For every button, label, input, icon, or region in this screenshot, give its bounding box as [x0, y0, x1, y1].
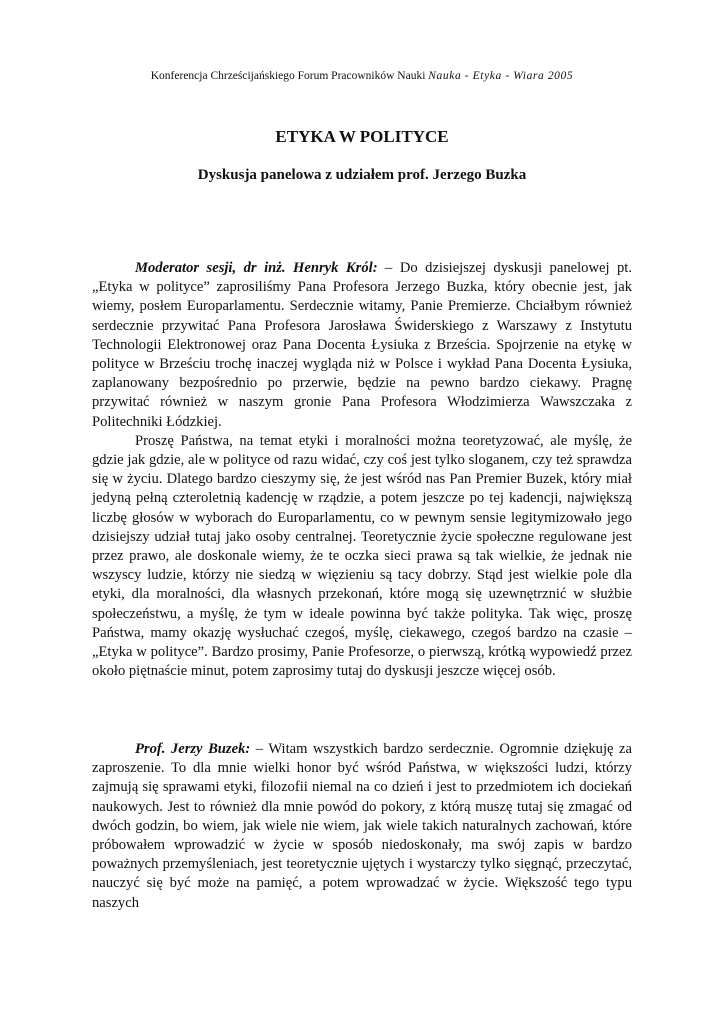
document-title: ETYKA W POLITYCE	[275, 127, 449, 146]
paragraph	[92, 432, 632, 682]
paragraph	[92, 259, 632, 432]
paragraph-text: Proszę Państwa, na temat etyki i moralności można teoretyzować, ale myślę, że gdzie jak gdzie, ale w polityce od razu widać, czy coś jest tylko sloganem, czy też sprawdza się w życiu. Dlatego bardzo cieszymy się, że jest wśród nas Pan Premier Buzek, który miał jedyną pełną czteroletnią kadencję w rządzie, a potem jeszcze po tej kadencji, największą liczbę głosów w wyborach do Europarlamentu, co w pewnym sensie legitymizowało jego dzisiejszy udział tutaj jako osoby centralnej. Teoretycznie życie społeczne regulowane jest przez prawo, ale doskonale wiemy, że te oczka sieci prawa są tak wielkie, że jednak nie wszyscy ludzie, którzy nie siedzą w więzieniu są tacy dobrzy. Stąd jest wielkie pole dla etyki, dla moralności, dla własnych przekonań, które mogą się uzewnętrznić w służbie społeczeństwu, a myślę, że tym w ideale powinna być także polityka. Tak więc, proszę Państwa, mamy okazję wysłuchać czegoś, myślę, ciekawego, czegoś bardzo na czasie – „Etyka w polityce”. Bardzo prosimy, Panie Profesorze, o pierwszą, krótką wypowiedź przez około piętnaście minut, potem zaprosimy tutaj do dyskusji jeszcze więcej osób.	[92, 432, 632, 680]
conference-series: Nauka - Etyka - Wiara 2005	[428, 70, 574, 82]
speaker-name: Prof. Jerzy Buzek:	[135, 741, 251, 757]
moderator-section	[92, 259, 632, 681]
paragraph	[92, 740, 632, 913]
running-header	[0, 70, 724, 82]
conference-name: Konferencja Chrześcijańskiego Forum Pracowników Nauki	[150, 70, 426, 82]
paragraph-text: – Witam wszystkich bardzo serdecznie. Ogromnie dziękuję za zaproszenie. To dla mnie wielki honor być wśród Państwa, w większości ludzi, którzy zajmują się sprawami etyki, filozofii niemal na co dzień i jest to przedmiotem ich dociekań naukowych. Jest to również dla mnie powód do pokory, z którą muszę tutaj się zmagać od dwóch godzin, bo wiem, jak wiele nie wiem, jak wiele takich naturalnych zachowań, które próbowałem wprowadzić w życie w sposób niedoskonały, ma swój zapis w bardzo poważnych przemyśleniach, jest teoretycznie ujętych i wystarczy tylko sięgnąć, przeczytać, nauczyć się być może na pamięć, a potem wprowadzać w życie. Większość tego typu naszych	[92, 741, 632, 911]
speaker-name: Moderator sesji, dr inż. Henryk Król:	[135, 260, 378, 276]
document-subtitle: Dyskusja panelowa z udziałem prof. Jerzego Buzka	[197, 167, 527, 183]
paragraph-text: – Do dzisiejszej dyskusji panelowej pt. „Etyka w polityce” zaprosiliśmy Pana Profesora Jerzego Buzka, który obecnie jest, jak wiemy, posłem Europarlamentu. Serdecznie witamy, Panie Premierze. Chciałbym również serdecznie przywitać Pana Profesora Jarosława Świderskiego z Warszawy z Instytutu Technologii Elektronowej oraz Pana Docenta Łysiuka z Brześcia. Spojrzenie na etykę w polityce w Brześciu trochę inaczej wygląda niż w Polsce i wykład Pana Docenta Łysiuka, zaplanowany bezpośrednio po przerwie, będzie na pewno bardzo ciekawy. Pragnę przywitać również w naszym gronie Pana Profesora Włodzimierza Wawszczaka z Politechniki Łódzkiej.	[92, 260, 632, 430]
buzek-section	[92, 740, 632, 913]
